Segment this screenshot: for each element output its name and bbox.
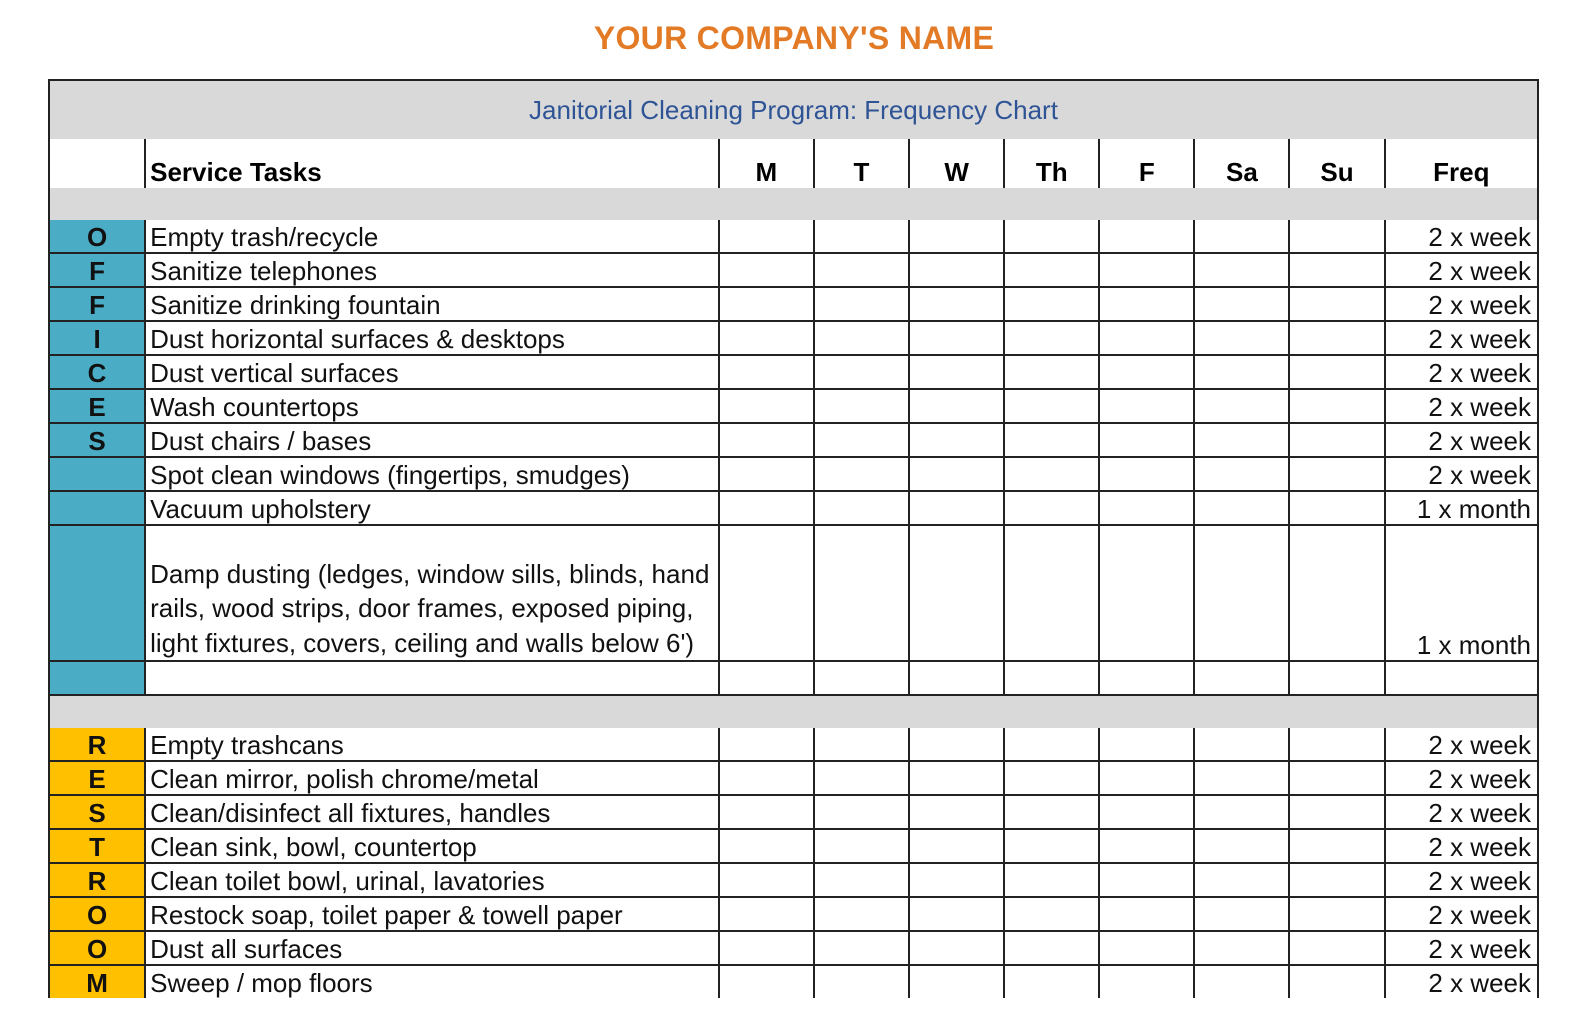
task-row <box>49 253 1538 287</box>
day-cell-sa[interactable] <box>1194 897 1289 931</box>
day-cell-th[interactable] <box>1004 220 1099 253</box>
service-task: Clean sink, bowl, countertop <box>145 829 719 863</box>
day-cell-t[interactable] <box>814 931 909 965</box>
day-cell-sa[interactable] <box>1194 863 1289 897</box>
task-row <box>49 829 1538 863</box>
task-row <box>49 863 1538 897</box>
section-separator <box>49 188 1538 220</box>
day-cell-m[interactable] <box>719 829 814 863</box>
day-cell-su[interactable] <box>1289 761 1384 795</box>
day-cell-sa[interactable] <box>1194 389 1289 423</box>
day-cell-su[interactable] <box>1289 863 1384 897</box>
day-cell-t[interactable] <box>814 287 909 321</box>
day-cell-f[interactable] <box>1099 761 1194 795</box>
day-cell-sa[interactable] <box>1194 423 1289 457</box>
restroom-section-letter: R <box>49 863 145 897</box>
service-task: Sweep / mop floors <box>145 965 719 998</box>
offices-section-letter: S <box>49 423 145 457</box>
day-cell-th[interactable] <box>1004 965 1099 998</box>
service-task: Empty trashcans <box>145 728 719 761</box>
day-cell-w[interactable] <box>909 761 1004 795</box>
day-cell-f[interactable] <box>1099 728 1194 761</box>
offices-section-letter: C <box>49 355 145 389</box>
day-cell-th[interactable] <box>1004 321 1099 355</box>
service-task: Sanitize telephones <box>145 253 719 287</box>
day-cell-th[interactable] <box>1004 287 1099 321</box>
header-day-sa: Sa <box>1194 139 1289 188</box>
day-cell-t[interactable] <box>814 863 909 897</box>
offices-section-letter: E <box>49 389 145 423</box>
day-cell-f[interactable] <box>1099 321 1194 355</box>
frequency-value: 2 x week <box>1385 220 1538 253</box>
day-cell-m[interactable] <box>719 253 814 287</box>
day-cell-su[interactable] <box>1289 728 1384 761</box>
task-row <box>49 423 1538 457</box>
task-row <box>49 728 1538 761</box>
offices-section-letter <box>49 457 145 491</box>
day-cell-t[interactable] <box>814 491 909 525</box>
day-cell-su[interactable] <box>1289 220 1384 253</box>
day-cell-m[interactable] <box>719 355 814 389</box>
frequency-chart-table <box>48 79 1539 998</box>
day-cell-w[interactable] <box>909 321 1004 355</box>
day-cell-w[interactable] <box>909 829 1004 863</box>
day-cell-w[interactable] <box>909 220 1004 253</box>
day-cell-f[interactable] <box>1099 220 1194 253</box>
day-cell-sa[interactable] <box>1194 795 1289 829</box>
day-cell-th[interactable] <box>1004 491 1099 525</box>
restroom-section-letter: T <box>49 829 145 863</box>
header-day-f: F <box>1099 139 1194 188</box>
task-row <box>49 321 1538 355</box>
frequency-value: 2 x week <box>1385 931 1538 965</box>
day-cell-th[interactable] <box>1004 355 1099 389</box>
restroom-section-letter: R <box>49 728 145 761</box>
header-side-cell <box>49 139 145 188</box>
day-cell-w[interactable] <box>909 661 1004 695</box>
day-cell-m[interactable] <box>719 389 814 423</box>
day-cell-m[interactable] <box>719 287 814 321</box>
day-cell-w[interactable] <box>909 491 1004 525</box>
day-cell-f[interactable] <box>1099 287 1194 321</box>
day-cell-th[interactable] <box>1004 457 1099 491</box>
service-task: Empty trash/recycle <box>145 220 719 253</box>
task-row <box>49 897 1538 931</box>
restroom-section-letter: O <box>49 897 145 931</box>
day-cell-sa[interactable] <box>1194 220 1289 253</box>
offices-section-letter <box>49 661 145 695</box>
day-cell-f[interactable] <box>1099 661 1194 695</box>
day-cell-th[interactable] <box>1004 423 1099 457</box>
day-cell-w[interactable] <box>909 457 1004 491</box>
day-cell-m[interactable] <box>719 220 814 253</box>
task-row <box>49 355 1538 389</box>
task-row <box>49 965 1538 998</box>
day-cell-t[interactable] <box>814 795 909 829</box>
company-name: YOUR COMPANY'S NAME <box>593 19 995 57</box>
restroom-section-letter: M <box>49 965 145 998</box>
day-cell-su[interactable] <box>1289 321 1384 355</box>
frequency-value <box>1385 661 1538 695</box>
day-cell-sa[interactable] <box>1194 965 1289 998</box>
service-task: Restock soap, toilet paper & towell paper <box>145 897 719 931</box>
frequency-value: 2 x week <box>1385 287 1538 321</box>
day-cell-sa[interactable] <box>1194 253 1289 287</box>
task-row <box>49 457 1538 491</box>
day-cell-su[interactable] <box>1289 931 1384 965</box>
day-cell-su[interactable] <box>1289 491 1384 525</box>
day-cell-su[interactable] <box>1289 253 1384 287</box>
day-cell-su[interactable] <box>1289 457 1384 491</box>
day-cell-su[interactable] <box>1289 423 1384 457</box>
day-cell-m[interactable] <box>719 321 814 355</box>
restroom-section-letter: E <box>49 761 145 795</box>
day-cell-sa[interactable] <box>1194 321 1289 355</box>
frequency-value: 2 x week <box>1385 321 1538 355</box>
frequency-value: 2 x week <box>1385 761 1538 795</box>
service-task: Dust horizontal surfaces & desktops <box>145 321 719 355</box>
task-row <box>49 795 1538 829</box>
day-cell-th[interactable] <box>1004 525 1099 661</box>
day-cell-w[interactable] <box>909 287 1004 321</box>
day-cell-th[interactable] <box>1004 829 1099 863</box>
header-day-th: Th <box>1004 139 1099 188</box>
day-cell-su[interactable] <box>1289 389 1384 423</box>
day-cell-su[interactable] <box>1289 355 1384 389</box>
frequency-value: 2 x week <box>1385 965 1538 998</box>
day-cell-t[interactable] <box>814 525 909 661</box>
day-cell-w[interactable] <box>909 355 1004 389</box>
header-service-tasks: Service Tasks <box>145 139 719 188</box>
frequency-value: 2 x week <box>1385 355 1538 389</box>
day-cell-f[interactable] <box>1099 491 1194 525</box>
day-cell-t[interactable] <box>814 661 909 695</box>
day-cell-t[interactable] <box>814 355 909 389</box>
day-cell-th[interactable] <box>1004 761 1099 795</box>
day-cell-su[interactable] <box>1289 897 1384 931</box>
day-cell-su[interactable] <box>1289 525 1384 661</box>
day-cell-t[interactable] <box>814 728 909 761</box>
day-cell-f[interactable] <box>1099 423 1194 457</box>
section-separator <box>49 695 1538 728</box>
day-cell-f[interactable] <box>1099 897 1194 931</box>
day-cell-t[interactable] <box>814 829 909 863</box>
task-row <box>49 661 1538 695</box>
day-cell-sa[interactable] <box>1194 931 1289 965</box>
day-cell-sa[interactable] <box>1194 525 1289 661</box>
day-cell-w[interactable] <box>909 728 1004 761</box>
service-task: Sanitize drinking fountain <box>145 287 719 321</box>
day-cell-m[interactable] <box>719 525 814 661</box>
offices-section-letter <box>49 525 145 661</box>
frequency-value: 1 x month <box>1385 491 1538 525</box>
day-cell-sa[interactable] <box>1194 287 1289 321</box>
frequency-value: 2 x week <box>1385 389 1538 423</box>
day-cell-f[interactable] <box>1099 525 1194 661</box>
frequency-value: 2 x week <box>1385 457 1538 491</box>
day-cell-su[interactable] <box>1289 661 1384 695</box>
day-cell-th[interactable] <box>1004 795 1099 829</box>
day-cell-f[interactable] <box>1099 965 1194 998</box>
frequency-value: 2 x week <box>1385 253 1538 287</box>
day-cell-m[interactable] <box>719 457 814 491</box>
header-day-su: Su <box>1289 139 1384 188</box>
service-task: Clean toilet bowl, urinal, lavatories <box>145 863 719 897</box>
frequency-value: 1 x month <box>1385 525 1538 661</box>
offices-section-letter <box>49 491 145 525</box>
day-cell-sa[interactable] <box>1194 829 1289 863</box>
service-task: Dust chairs / bases <box>145 423 719 457</box>
day-cell-f[interactable] <box>1099 253 1194 287</box>
day-cell-th[interactable] <box>1004 661 1099 695</box>
day-cell-w[interactable] <box>909 863 1004 897</box>
task-row <box>49 525 1538 661</box>
day-cell-th[interactable] <box>1004 863 1099 897</box>
frequency-value: 2 x week <box>1385 423 1538 457</box>
day-cell-w[interactable] <box>909 525 1004 661</box>
day-cell-sa[interactable] <box>1194 761 1289 795</box>
service-task: Dust vertical surfaces <box>145 355 719 389</box>
day-cell-su[interactable] <box>1289 287 1384 321</box>
day-cell-m[interactable] <box>719 761 814 795</box>
day-cell-th[interactable] <box>1004 389 1099 423</box>
day-cell-w[interactable] <box>909 423 1004 457</box>
offices-section-letter: F <box>49 253 145 287</box>
day-cell-m[interactable] <box>719 491 814 525</box>
task-row <box>49 220 1538 253</box>
day-cell-t[interactable] <box>814 457 909 491</box>
day-cell-th[interactable] <box>1004 931 1099 965</box>
task-row <box>49 931 1538 965</box>
day-cell-w[interactable] <box>909 253 1004 287</box>
service-task <box>145 661 719 695</box>
frequency-value: 2 x week <box>1385 829 1538 863</box>
day-cell-t[interactable] <box>814 423 909 457</box>
day-cell-w[interactable] <box>909 897 1004 931</box>
frequency-value: 2 x week <box>1385 795 1538 829</box>
day-cell-su[interactable] <box>1289 795 1384 829</box>
service-task: Wash countertops <box>145 389 719 423</box>
day-cell-f[interactable] <box>1099 355 1194 389</box>
day-cell-f[interactable] <box>1099 795 1194 829</box>
frequency-value: 2 x week <box>1385 863 1538 897</box>
day-cell-sa[interactable] <box>1194 457 1289 491</box>
restroom-section-letter: O <box>49 931 145 965</box>
service-task: Vacuum upholstery <box>145 491 719 525</box>
day-cell-th[interactable] <box>1004 728 1099 761</box>
day-cell-sa[interactable] <box>1194 491 1289 525</box>
day-cell-w[interactable] <box>909 389 1004 423</box>
service-task: Spot clean windows (fingertips, smudges) <box>145 457 719 491</box>
day-cell-t[interactable] <box>814 965 909 998</box>
offices-section-letter: F <box>49 287 145 321</box>
service-task: Clean mirror, polish chrome/metal <box>145 761 719 795</box>
day-cell-m[interactable] <box>719 965 814 998</box>
day-cell-m[interactable] <box>719 728 814 761</box>
header-freq: Freq <box>1385 139 1538 188</box>
day-cell-t[interactable] <box>814 897 909 931</box>
day-cell-m[interactable] <box>719 795 814 829</box>
restroom-section-letter: S <box>49 795 145 829</box>
day-cell-t[interactable] <box>814 761 909 795</box>
service-task: Clean/disinfect all fixtures, handles <box>145 795 719 829</box>
frequency-value: 2 x week <box>1385 728 1538 761</box>
day-cell-m[interactable] <box>719 931 814 965</box>
task-row <box>49 287 1538 321</box>
separator-band <box>49 188 1538 220</box>
frequency-value: 2 x week <box>1385 897 1538 931</box>
chart-subtitle: Janitorial Cleaning Program: Frequency Chart <box>49 80 1538 139</box>
day-cell-m[interactable] <box>719 897 814 931</box>
day-cell-f[interactable] <box>1099 863 1194 897</box>
day-cell-t[interactable] <box>814 220 909 253</box>
header-day-w: W <box>909 139 1004 188</box>
task-row <box>49 491 1538 525</box>
day-cell-w[interactable] <box>909 931 1004 965</box>
task-row <box>49 389 1538 423</box>
day-cell-f[interactable] <box>1099 829 1194 863</box>
column-header-row <box>49 139 1538 188</box>
day-cell-m[interactable] <box>719 863 814 897</box>
day-cell-t[interactable] <box>814 389 909 423</box>
day-cell-m[interactable] <box>719 661 814 695</box>
day-cell-th[interactable] <box>1004 253 1099 287</box>
offices-section-letter: O <box>49 220 145 253</box>
day-cell-f[interactable] <box>1099 931 1194 965</box>
task-row <box>49 761 1538 795</box>
day-cell-su[interactable] <box>1289 965 1384 998</box>
service-task: Dust all surfaces <box>145 931 719 965</box>
day-cell-m[interactable] <box>719 423 814 457</box>
day-cell-sa[interactable] <box>1194 728 1289 761</box>
day-cell-su[interactable] <box>1289 829 1384 863</box>
day-cell-t[interactable] <box>814 321 909 355</box>
day-cell-w[interactable] <box>909 965 1004 998</box>
header-day-m: M <box>719 139 814 188</box>
day-cell-sa[interactable] <box>1194 355 1289 389</box>
service-task: Damp dusting (ledges, window sills, blinds, hand rails, wood strips, door frames, exposed piping, light fixtures, covers, ceiling and walls below 6') <box>145 525 719 661</box>
day-cell-sa[interactable] <box>1194 661 1289 695</box>
day-cell-f[interactable] <box>1099 389 1194 423</box>
day-cell-w[interactable] <box>909 795 1004 829</box>
day-cell-t[interactable] <box>814 253 909 287</box>
offices-section-letter: I <box>49 321 145 355</box>
day-cell-f[interactable] <box>1099 457 1194 491</box>
separator-band <box>49 695 1538 728</box>
header-day-t: T <box>814 139 909 188</box>
chart-subtitle-row <box>49 80 1538 139</box>
day-cell-th[interactable] <box>1004 897 1099 931</box>
